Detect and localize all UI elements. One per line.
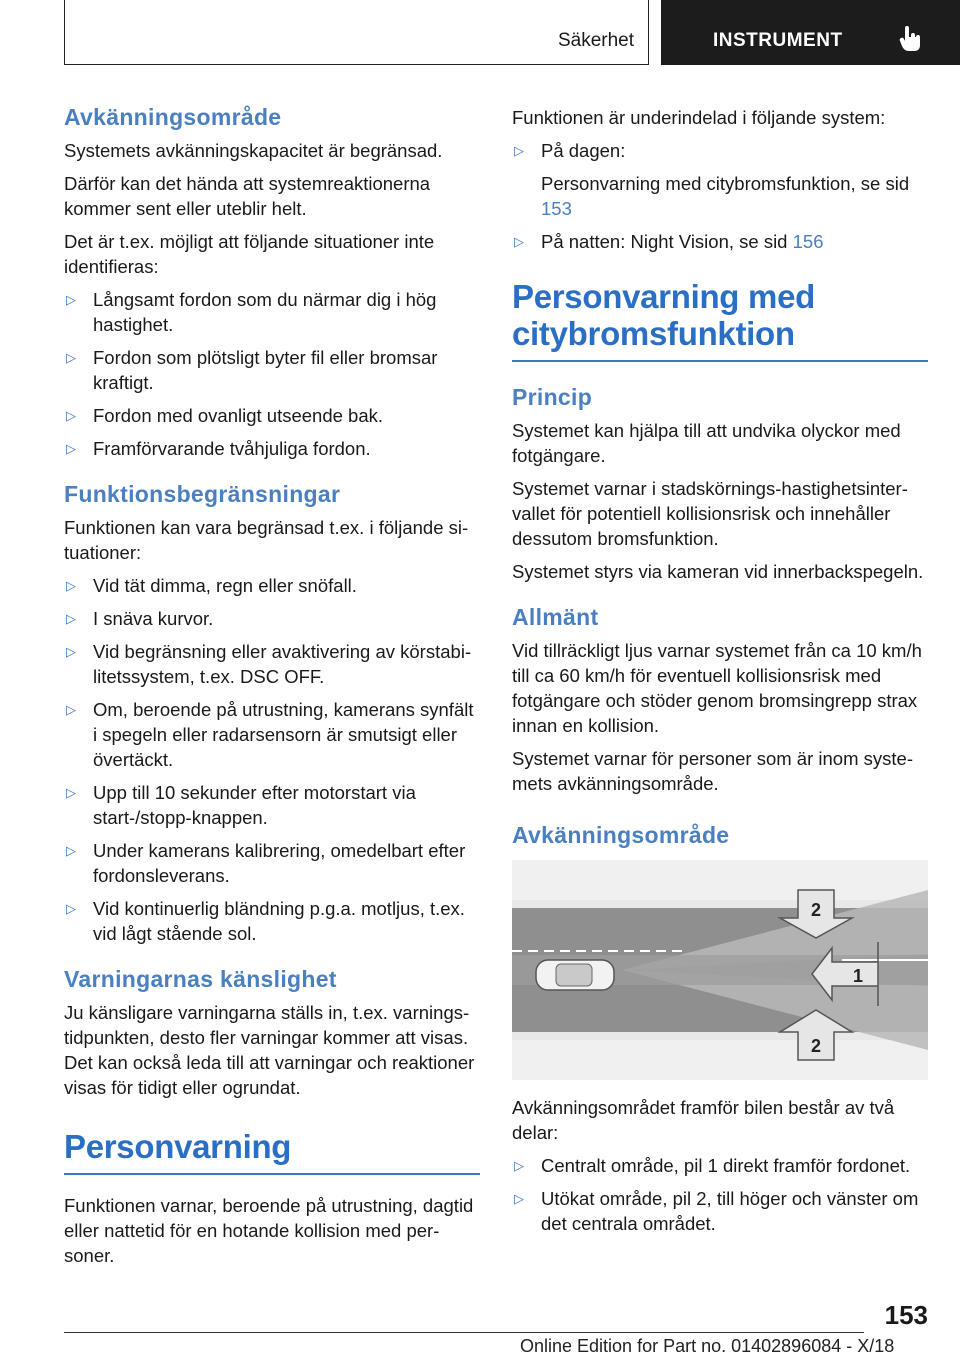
heading-detection-area: Avkänningsområde <box>512 822 730 848</box>
page-reference-link[interactable]: 153 <box>541 198 572 219</box>
right-column <box>512 100 928 1236</box>
svg-text:2: 2 <box>810 1036 822 1056</box>
hand-pointer-icon <box>898 25 924 53</box>
chapter-tab[interactable] <box>661 0 960 65</box>
list-item: ▷ Under kamerans kalibrering, omedelbart efter fordonsleverans. <box>66 840 466 886</box>
paragraph: Avkänningsområdet framför bilen består av två delar: <box>512 1097 895 1143</box>
triangle-bullet-icon: ▷ <box>514 1191 524 1206</box>
section-title-wrap <box>512 278 928 362</box>
heading-detection-area: Avkänningsområde <box>64 104 282 130</box>
triangle-bullet-icon: ▷ <box>66 702 76 717</box>
section-tab-label: Säkerhet <box>557 30 634 51</box>
list-item: ▷ Centralt område, pil 1 direkt framför fordonet. <box>514 1155 911 1176</box>
figure-list <box>512 1153 928 1236</box>
triangle-bullet-icon: ▷ <box>66 785 76 800</box>
list-item: ▷ Framförvarande tvåhjuliga fordon. <box>66 438 371 459</box>
list-item: ▷ Fordon med ovanligt utseende bak. <box>66 405 384 426</box>
list-item: ▷ Vid begränsning eller avaktivering av körstabilitetssystem, t.ex. DSC OFF. <box>66 641 472 687</box>
triangle-bullet-icon: ▷ <box>66 611 76 626</box>
triangle-bullet-icon: ▷ <box>514 234 524 249</box>
svg-text:1: 1 <box>852 966 864 986</box>
triangle-bullet-icon: ▷ <box>66 644 76 659</box>
triangle-bullet-icon: ▷ <box>514 143 524 158</box>
paragraph: Funktionen varnar, beroende på utrustning, dagtid eller nattetid för en hotande kollision med personer. <box>64 1195 474 1266</box>
triangle-bullet-icon: ▷ <box>66 292 76 307</box>
list-item: ▷ Utökat område, pil 2, till höger och vänster om det centrala området. <box>514 1188 919 1234</box>
triangle-bullet-icon: ▷ <box>66 441 76 456</box>
list-item: ▷ På natten: Night Vision, se sid 156 <box>514 231 824 252</box>
paragraph: Därför kan det hända att systemreaktionerna kommer sent eller uteblir helt. <box>64 173 431 219</box>
triangle-bullet-icon: ▷ <box>66 843 76 858</box>
triangle-bullet-icon: ▷ <box>66 578 76 593</box>
footer-edition: Online Edition for Part no. 01402896084 - X/18 <box>520 1336 895 1356</box>
list-item: ▷ På dagen: Personvarning med citybromsfunktion, se sid 153 <box>514 140 910 219</box>
detection-list <box>64 287 480 461</box>
paragraph: Funktionen är underindelad i följande system: <box>512 107 886 128</box>
triangle-bullet-icon: ▷ <box>514 1158 524 1173</box>
paragraph: Systemet varnar för personer som är inom systemets avkänningsområde. <box>512 748 913 794</box>
triangle-bullet-icon: ▷ <box>66 408 76 423</box>
paragraph: Systemet kan hjälpa till att undvika olyckor med fotgängare. <box>512 420 901 466</box>
paragraph: Systemets avkänningskapacitet är begränsad. <box>64 140 443 161</box>
list-item: ▷ Långsamt fordon som du närmar dig i hög hastighet. <box>66 289 437 335</box>
heading-general: Allmänt <box>512 604 599 630</box>
detection-area-figure <box>512 860 928 1080</box>
heading-sensitivity: Varningarnas känslighet <box>64 966 337 992</box>
footer-divider <box>64 1332 864 1333</box>
left-column <box>64 100 480 1268</box>
list-item: ▷ Vid kontinuerlig bländning p.g.a. motljus, t.ex. vid lågt stående sol. <box>66 898 465 944</box>
paragraph: Det är t.ex. möjligt att följande situationer inte identifieras: <box>64 231 435 277</box>
section-title-city-brake: Personvarning med citybromsfunktion <box>512 278 815 352</box>
triangle-bullet-icon: ▷ <box>66 901 76 916</box>
paragraph: Funktionen kan vara begränsad t.ex. i följande situationer: <box>64 517 469 563</box>
car-icon <box>536 960 614 990</box>
list-item: ▷ Om, beroende på utrustning, kamerans synfält i spegeln eller radarsensorn är smutsigt eller övertäckt. <box>66 699 474 770</box>
page-reference-link[interactable]: 156 <box>792 231 824 252</box>
triangle-bullet-icon: ▷ <box>66 350 76 365</box>
list-item: ▷ Upp till 10 sekunder efter motorstart via start-/stopp-knappen. <box>66 782 416 828</box>
section-title-person-warning: Personvarning <box>64 1128 292 1165</box>
paragraph: Ju känsligare varningarna ställs in, t.ex. varningstidpunkten, desto fler varningar kommer att visas. Det kan också leda till att varningar och reaktioner visas för tidigt eller ogrundat. <box>64 1002 475 1098</box>
heading-limitations: Funktionsbegränsningar <box>64 481 341 507</box>
chapter-tab-label: INSTRUMENT <box>713 30 843 51</box>
page-number: 153 <box>884 1300 928 1330</box>
section-title-wrap <box>64 1128 480 1175</box>
paragraph: Vid tillräckligt ljus varnar systemet från ca 10 km/h till ca 60 km/h för eventuell kollisionsrisk med fotgängare och stöder genom bromsingrepp strax innan en kollision. <box>512 640 922 736</box>
limitations-list <box>64 573 480 946</box>
heading-principle: Princip <box>512 384 593 410</box>
svg-text:2: 2 <box>810 900 822 920</box>
systems-list <box>512 138 928 254</box>
list-item: ▷ Fordon som plötsligt byter fil eller bromsar kraftigt. <box>66 347 438 393</box>
paragraph: Systemet varnar i stadskörnings-hastighetsintervallet för potentiell kollisionsrisk och innehåller dessutom bromsfunktion. <box>512 478 908 549</box>
section-tab[interactable] <box>64 0 649 65</box>
list-item: ▷ Vid tät dimma, regn eller snöfall. <box>66 575 357 596</box>
list-item: ▷ I snäva kurvor. <box>66 608 214 629</box>
paragraph: Systemet styrs via kameran vid innerbackspegeln. <box>512 561 924 582</box>
